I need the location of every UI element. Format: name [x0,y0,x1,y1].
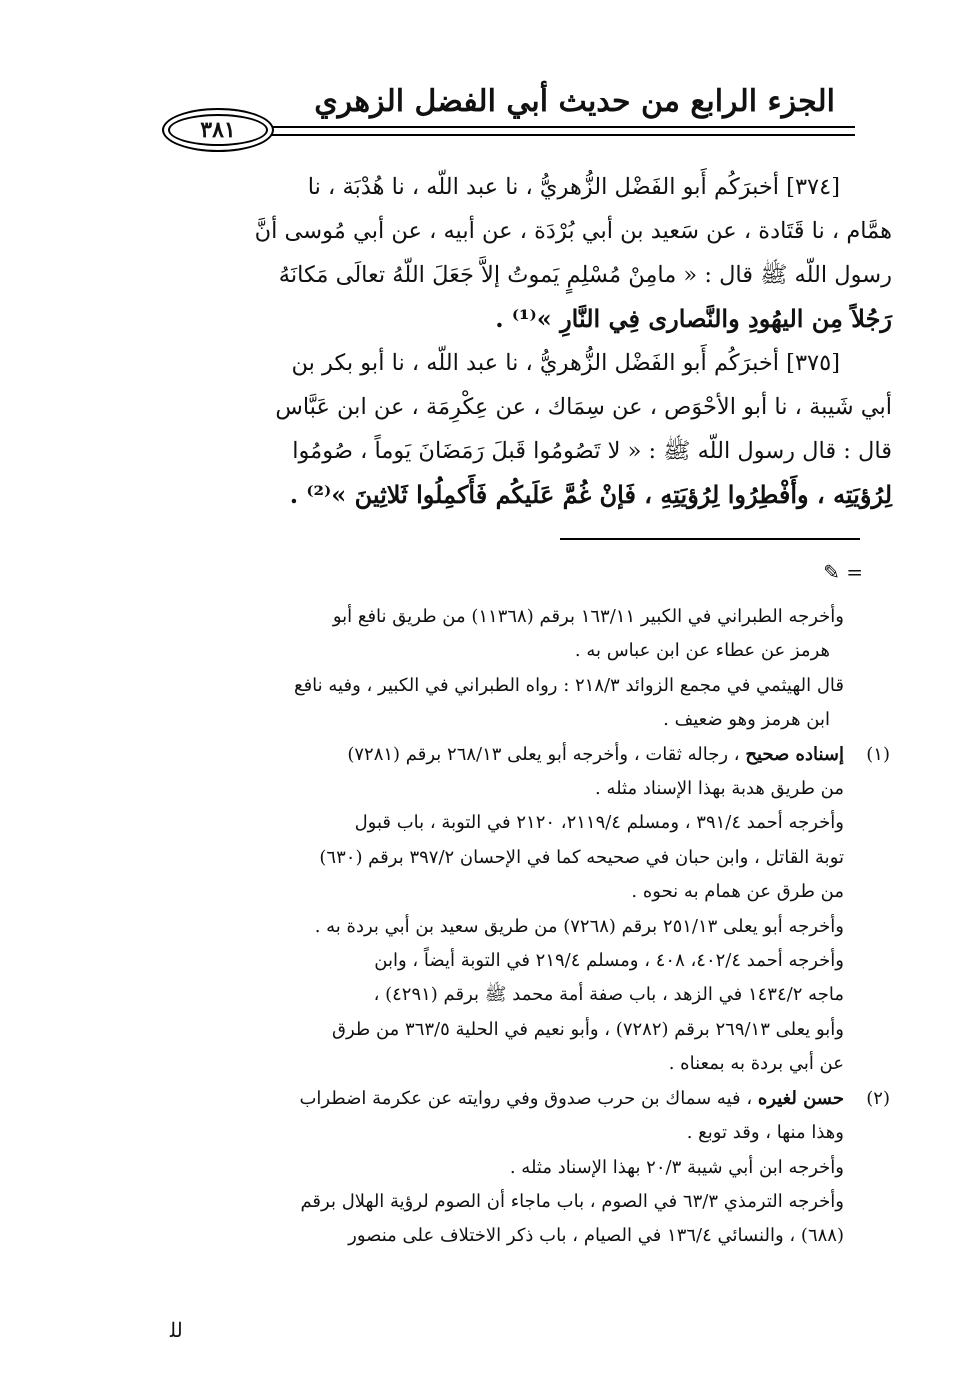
footnote-line: وأخرجه أحمد ٣٩١/٤ ، ومسلم ٢١١٩/٤، ٢١٢٠ في التوبة ، باب قبول [354,812,844,834]
page-number: ٣٨١ [200,117,236,143]
footnote-line: وأخرجه أحمد ٤٠٢/٤، ٤٠٨ ، ومسلم ٢١٩/٤ في التوبة أيضاً ، وابن [374,950,844,972]
page-number-badge [162,108,274,152]
hadith-374-line-2: همَّام ، نا قَتَادة ، عن سَعيد بن أبي بُرْدَة ، عن أبيه ، عن أبي مُوسى أنَّ [254,218,892,244]
footnote-line: من طريق هدبة بهذا الإسناد مثله . [595,778,844,800]
footnotes [170,600,890,1254]
footnote-line: وأخرجه الطبراني في الكبير ١٦٣/١١ برقم (١١٣٦٨) من طريق نافع أبو [332,606,844,627]
footnote-line: وأبو يعلى ٢٦٩/١٣ برقم (٧٢٨٢) ، وأبو نعيم في الحلية ٣٦٣/٥ من طرق [332,1018,844,1040]
continuation-marker: = ✎ [823,560,863,584]
page-footer-mark: ﻟﻠ [170,1318,183,1342]
hadith-374-line-4: رَجُلاً مِن اليهُودِ والنَّصارى فِي النَّارِ »⁽¹⁾ . [495,304,892,333]
footnote-line: هرمز عن عطاء عن ابن عباس به . [574,640,830,662]
footnote-number: (١) [866,743,890,765]
footnote-text: ، فيه سماك بن حرب صدوق وفي روايته عن عكرمة اضطراب [299,1087,753,1109]
hadith-375-line-4: لِرُؤيَتِه ، وأَفْطِرُوا لِرُؤيَتِهِ ، فَإنْ غُمَّ عَلَيكُم فَأَكمِلُوا ثَلاثِينَ »⁽²⁾ . [289,480,892,509]
footnote-line: قال الهيثمي في مجمع الزوائد ٢١٨/٣ : رواه الطبراني في الكبير ، وفيه نافع [294,674,844,696]
footnote-line: وأخرجه أبو يعلى ٢٥١/١٣ برقم (٧٢٦٨) من طريق سعيد بن أبي بردة به . [314,915,844,937]
hadith-375-line-1: [٣٧٥] أخبرَكُم أَبو الفَضْل الزُّهريُّ ، نا عبد اللّه ، نا أبو بكر بن [291,350,840,376]
footnote-line: (٦٨٨) ، والنسائي ١٣٦/٤ في الصيام ، باب ذكر الاختلاف على منصور [348,1225,844,1247]
hadith-374-line-1: [٣٧٤] أخبرَكُم أَبو الفَضْل الزُّهريُّ ، نا عبد اللّه ، نا هُدْبَة ، نا [307,174,840,200]
footnote-line: ماجه ١٤٣٤/٢ في الزهد ، باب صفة أمة محمد ﷺ برقم (٤٢٩١) ، [373,984,844,1006]
footnote-grade: إسناده صحيح [745,743,844,765]
footnote-grade: حسن لغيره [757,1087,844,1109]
hadith-374-line-3: رسول اللّه ﷺ قال : « مامِنْ مُسْلِمٍ يَموتُ إلاَّ جَعَلَ اللّهُ تعالَى مَكانَهُ [278,262,892,288]
footnote-line: من طرق عن همام به نحوه . [631,881,844,903]
footnote-number: (٢) [866,1087,890,1109]
hadith-375-line-3: قال : قال رسول اللّه ﷺ : « لا تَصُومُوا قَبلَ رَمَضَانَ يَوماً ، صُومُوا [292,438,892,464]
header-title: الجزء الرابع من حديث أبي الفضل الزهري [314,84,835,119]
footnote-1-head [170,738,890,772]
footnote-line: توبة القاتل ، وابن حبان في صحيحه كما في الإحسان ٣٩٧/٢ برقم (٦٣٠) [319,846,844,868]
footnote-text: ، رجاله ثقات ، وأخرجه أبو يعلى ٢٦٨/١٣ برقم (٧٢٨١) [347,743,740,765]
footnote-line: ابن هرمز وهو ضعيف . [663,709,830,731]
footnote-divider [560,538,860,540]
footnote-line: وأخرجه الترمذي ٦٣/٣ في الصوم ، باب ماجاء أن الصوم لرؤية الهلال برقم [300,1190,844,1212]
main-text [160,165,892,517]
running-header [150,78,855,158]
hadith-375-line-2: أبي شَيبة ، نا أبو الأحْوَص ، عن سِمَاك ، عن عِكْرِمَة ، عن ابن عَبَّاس [275,394,892,420]
footnote-2-head [170,1082,890,1116]
footnote-line: عن أبي بردة به بمعناه . [668,1053,844,1075]
footnote-line: وهذا منها ، وقد توبع . [686,1122,844,1144]
footnote-line: وأخرجه ابن أبي شيبة ٢٠/٣ بهذا الإسناد مثله . [509,1156,844,1178]
